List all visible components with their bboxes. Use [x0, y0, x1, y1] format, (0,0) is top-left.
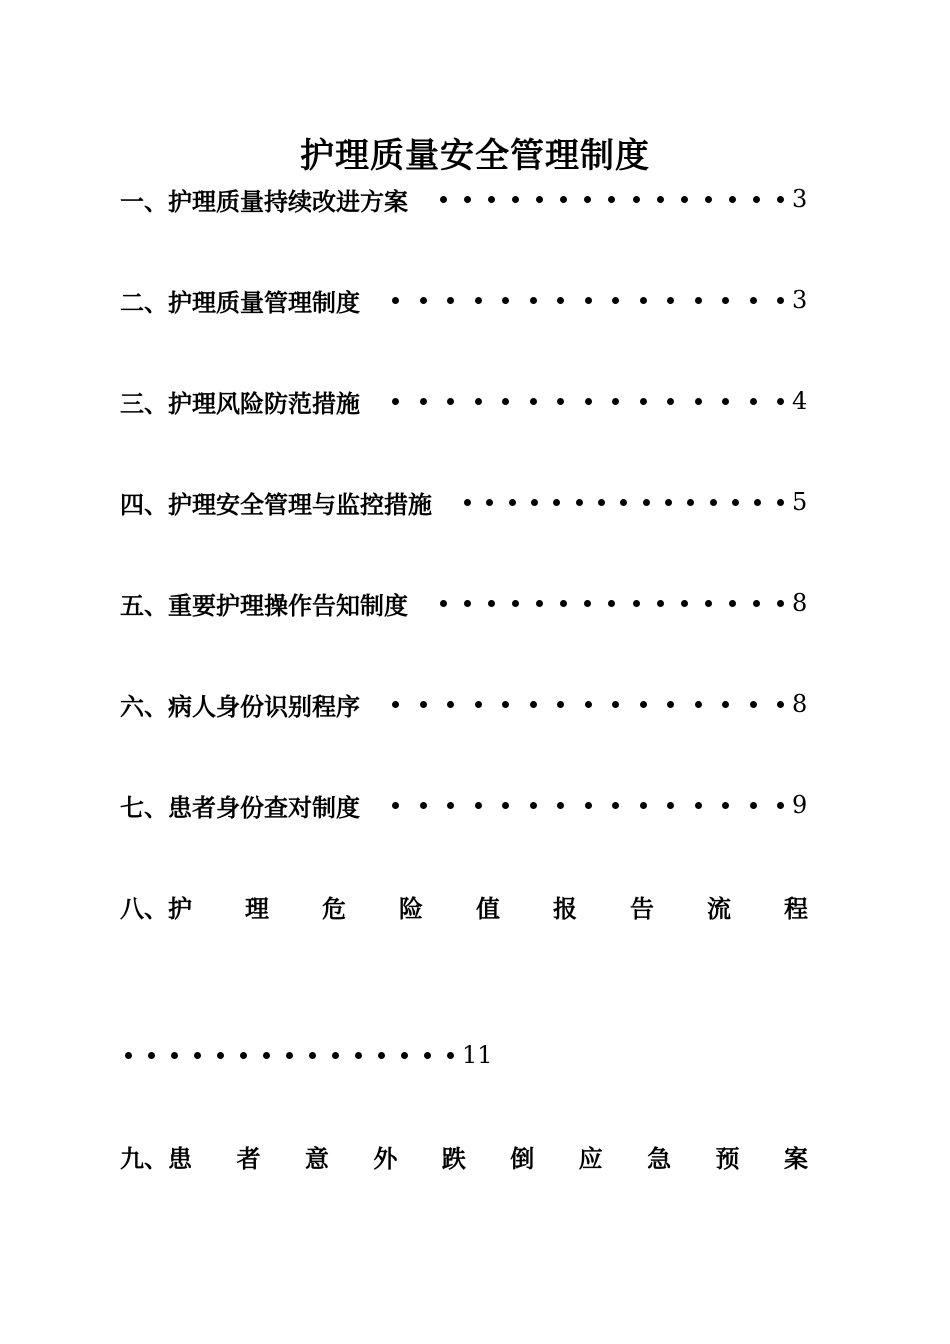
leader-dot — [536, 196, 543, 203]
toc-item-5[interactable] — [120, 583, 808, 623]
toc-item-9-char: 应 — [578, 1143, 603, 1173]
leader-dot — [502, 297, 509, 304]
toc-item-3[interactable] — [120, 381, 808, 421]
leader-dot — [512, 196, 519, 203]
toc-item-4[interactable] — [120, 482, 808, 522]
toc-item-8-prefix: 八、护 — [120, 893, 192, 923]
leader-dot — [585, 297, 592, 304]
leader-dot — [777, 499, 784, 506]
leader-dot — [125, 1052, 132, 1059]
leader-dot — [777, 297, 784, 304]
leader-dot — [447, 398, 454, 405]
leader-dot — [681, 196, 688, 203]
leader-dot — [420, 701, 427, 708]
leader-dot — [502, 701, 509, 708]
leader-dot — [777, 802, 784, 809]
leader-dot — [620, 499, 627, 506]
leader-dot — [392, 297, 399, 304]
leader-dot — [687, 499, 694, 506]
leader-dot — [667, 398, 674, 405]
leader-dot — [512, 600, 519, 607]
toc-leader-dots — [392, 802, 784, 809]
toc-item-label: 二、护理质量管理制度 — [120, 287, 360, 317]
leader-dot — [536, 600, 543, 607]
leader-dot — [355, 1052, 362, 1059]
leader-dot — [657, 600, 664, 607]
toc-item-9-char: 者 — [236, 1143, 261, 1173]
leader-dot — [667, 297, 674, 304]
leader-dot — [401, 1052, 408, 1059]
toc-leader-dots — [392, 398, 784, 405]
toc-item-7[interactable] — [120, 785, 808, 825]
leader-dot — [240, 1052, 247, 1059]
toc-item-9-char: 案 — [783, 1143, 808, 1173]
leader-dot — [695, 297, 702, 304]
toc-item-label: 三、护理风险防范措施 — [120, 388, 360, 418]
leader-dot — [502, 398, 509, 405]
leader-dot — [440, 196, 447, 203]
leader-dot — [584, 600, 591, 607]
leader-dot — [754, 499, 761, 506]
leader-dot — [420, 802, 427, 809]
toc-item-label: 五、重要护理操作告知制度 — [120, 590, 408, 620]
leader-dot — [530, 802, 537, 809]
leader-dot — [695, 802, 702, 809]
leader-dot — [440, 600, 447, 607]
leader-dot — [464, 499, 471, 506]
leader-dot — [750, 802, 757, 809]
leader-dot — [722, 802, 729, 809]
leader-dot — [392, 802, 399, 809]
toc-item-8-char: 理 — [245, 893, 269, 923]
leader-dot — [750, 297, 757, 304]
leader-dot — [557, 701, 564, 708]
toc-item-9-char: 急 — [647, 1143, 672, 1173]
leader-dot — [695, 398, 702, 405]
leader-dot — [585, 701, 592, 708]
toc-item-6[interactable] — [120, 684, 808, 724]
toc-page-number: 4 — [792, 387, 808, 415]
leader-dot — [705, 600, 712, 607]
toc-item-8-leader-line — [125, 1035, 493, 1075]
leader-dot — [447, 297, 454, 304]
leader-dot — [475, 802, 482, 809]
leader-dot — [509, 499, 516, 506]
leader-dot — [612, 398, 619, 405]
toc-item-8[interactable] — [120, 886, 808, 926]
toc-item-9-char: 预 — [715, 1143, 740, 1173]
toc-page-number: 3 — [792, 185, 808, 213]
leader-dot — [332, 1052, 339, 1059]
leader-dot — [750, 701, 757, 708]
leader-dot — [309, 1052, 316, 1059]
leader-dot — [667, 701, 674, 708]
leader-dot — [643, 499, 650, 506]
toc-item-8-char: 值 — [476, 893, 500, 923]
leader-dot — [608, 600, 615, 607]
leader-dot — [420, 297, 427, 304]
leader-dot — [665, 499, 672, 506]
leader-dot — [722, 297, 729, 304]
leader-dot — [732, 499, 739, 506]
toc-page-number: 3 — [792, 286, 808, 314]
toc-leader-dots — [392, 297, 784, 304]
toc-leader-dots — [464, 499, 784, 506]
leader-dot — [585, 398, 592, 405]
leader-dot — [705, 196, 712, 203]
leader-dot — [667, 802, 674, 809]
toc-leader-dots — [392, 701, 784, 708]
leader-dot — [148, 1052, 155, 1059]
toc-item-label: 一、护理质量持续改进方案 — [120, 186, 408, 216]
leader-dot — [392, 701, 399, 708]
toc-item-8-char: 险 — [399, 893, 423, 923]
leader-dot — [640, 701, 647, 708]
leader-dot — [560, 196, 567, 203]
leader-dot — [530, 701, 537, 708]
leader-dot — [640, 802, 647, 809]
toc-page-number: 9 — [792, 791, 808, 819]
toc-item-1[interactable] — [120, 179, 808, 219]
toc-item-8-char: 报 — [553, 893, 577, 923]
toc-leader-dots — [440, 600, 784, 607]
leader-dot — [263, 1052, 270, 1059]
leader-dot — [557, 297, 564, 304]
leader-dot — [447, 701, 454, 708]
toc-page-number: 5 — [792, 488, 808, 516]
document-title: 护理质量安全管理制度 — [300, 136, 650, 176]
leader-dot — [640, 398, 647, 405]
leader-dot — [475, 297, 482, 304]
leader-dot — [729, 196, 736, 203]
leader-dot — [553, 499, 560, 506]
leader-dot — [777, 196, 784, 203]
leader-dot — [608, 196, 615, 203]
toc-item-9-char: 意 — [304, 1143, 329, 1173]
leader-dot — [777, 701, 784, 708]
leader-dot — [488, 196, 495, 203]
leader-dot — [612, 297, 619, 304]
leader-dot — [464, 196, 471, 203]
leader-dot — [464, 600, 471, 607]
leader-dot — [710, 499, 717, 506]
leader-dot — [194, 1052, 201, 1059]
leader-dot — [424, 1052, 431, 1059]
leader-dot — [750, 398, 757, 405]
leader-dot — [612, 701, 619, 708]
leader-dot — [585, 802, 592, 809]
leader-dot — [502, 802, 509, 809]
leader-dot — [557, 398, 564, 405]
leader-dot — [531, 499, 538, 506]
toc-item-9-char: 跌 — [441, 1143, 466, 1173]
leader-dot — [530, 297, 537, 304]
leader-dot — [753, 600, 760, 607]
toc-item-9-char: 倒 — [510, 1143, 535, 1173]
toc-item-8-char: 危 — [322, 893, 346, 923]
toc-item-label: 四、护理安全管理与监控措施 — [120, 489, 432, 519]
leader-dot — [392, 398, 399, 405]
leader-dot — [695, 701, 702, 708]
toc-item-label: 七、患者身份查对制度 — [120, 792, 360, 822]
leader-dot — [633, 196, 640, 203]
toc-item-label: 六、病人身份识别程序 — [120, 691, 360, 721]
leader-dot — [217, 1052, 224, 1059]
toc-item-9-prefix: 九、患 — [120, 1143, 192, 1173]
toc-item-8-char: 程 — [784, 893, 808, 923]
toc-page-number: 8 — [792, 589, 808, 617]
leader-dot — [557, 802, 564, 809]
leader-dot — [598, 499, 605, 506]
leader-dot — [171, 1052, 178, 1059]
leader-dot — [447, 1052, 454, 1059]
leader-dot — [475, 398, 482, 405]
leader-dot — [378, 1052, 385, 1059]
leader-dot — [486, 499, 493, 506]
leader-dot — [447, 802, 454, 809]
leader-dot — [633, 600, 640, 607]
leader-dot — [753, 196, 760, 203]
leader-dot — [530, 398, 537, 405]
leader-dot — [729, 600, 736, 607]
toc-item-9-char: 外 — [373, 1143, 398, 1173]
toc-item-8-char: 流 — [707, 893, 731, 923]
toc-item-8-char: 告 — [630, 893, 654, 923]
leader-dot — [488, 600, 495, 607]
leader-dot — [612, 802, 619, 809]
toc-page-number: 11 — [462, 1041, 493, 1069]
leader-dot — [640, 297, 647, 304]
leader-dot — [576, 499, 583, 506]
leader-dot — [657, 196, 664, 203]
toc-page-number: 8 — [792, 690, 808, 718]
leader-dot — [777, 600, 784, 607]
toc-leader-dots — [440, 196, 784, 203]
leader-dot — [777, 398, 784, 405]
leader-dot — [475, 701, 482, 708]
toc-leader-dots — [125, 1052, 454, 1059]
leader-dot — [420, 398, 427, 405]
leader-dot — [560, 600, 567, 607]
leader-dot — [722, 701, 729, 708]
leader-dot — [681, 600, 688, 607]
leader-dot — [584, 196, 591, 203]
toc-item-2[interactable] — [120, 280, 808, 320]
leader-dot — [286, 1052, 293, 1059]
leader-dot — [722, 398, 729, 405]
toc-item-9[interactable] — [120, 1136, 808, 1176]
